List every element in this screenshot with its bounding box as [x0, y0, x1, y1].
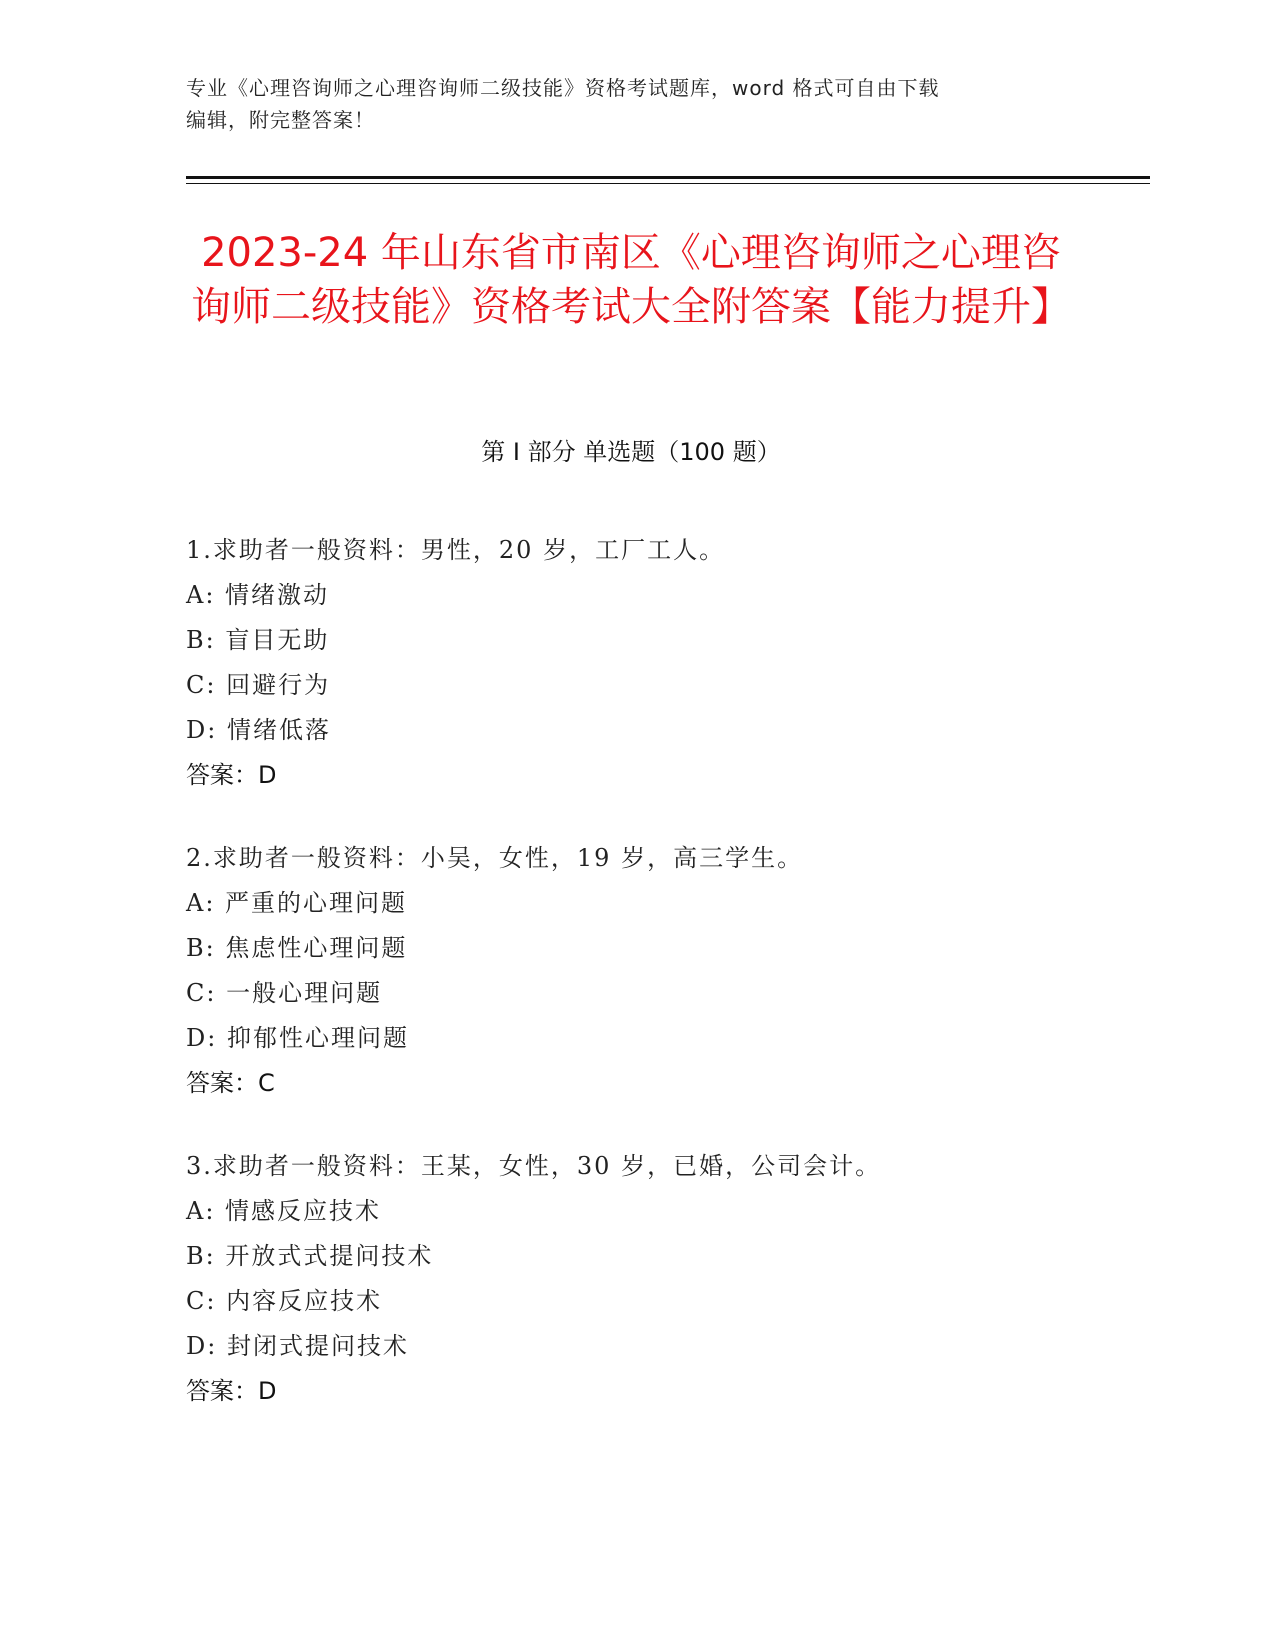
question-list	[186, 528, 1086, 1452]
question-item	[186, 836, 1086, 1106]
question-stem: 3.求助者一般资料：王某，女性，30 岁，已婚，公司会计。	[186, 1152, 882, 1180]
option-c: C: 一般心理问题	[186, 979, 383, 1007]
answer-line: 答案：C	[186, 1069, 275, 1097]
question-stem: 1.求助者一般资料：男性，20 岁，工厂工人。	[186, 536, 726, 564]
header-note-line-1: 专业《心理咨询师之心理咨询师二级技能》资格考试题库，word 格式可自由下载	[186, 76, 940, 100]
answer-line: 答案：D	[186, 1377, 277, 1405]
option-c: C: 回避行为	[186, 671, 331, 699]
question-stem: 2.求助者一般资料：小吴，女性，19 岁，高三学生。	[186, 844, 804, 872]
option-d: D: 抑郁性心理问题	[186, 1024, 409, 1052]
option-a: A: 情绪激动	[186, 581, 330, 609]
question-item	[186, 528, 1086, 798]
option-d: D: 封闭式提问技术	[186, 1332, 409, 1360]
header-rule-thick	[186, 176, 1150, 179]
option-d: D: 情绪低落	[186, 716, 331, 744]
question-item	[186, 1144, 1086, 1414]
option-a: A: 情感反应技术	[186, 1197, 382, 1225]
header-note-line-2: 编辑，附完整答案！	[186, 108, 375, 132]
option-b: B: 盲目无助	[186, 626, 330, 654]
section-heading: 第 I 部分 单选题（100 题）	[481, 438, 781, 466]
option-b: B: 开放式式提问技术	[186, 1242, 434, 1270]
option-a: A: 严重的心理问题	[186, 889, 408, 917]
answer-line: 答案：D	[186, 761, 277, 789]
option-b: B: 焦虑性心理问题	[186, 934, 408, 962]
option-c: C: 内容反应技术	[186, 1287, 383, 1315]
header-note	[186, 72, 1086, 136]
header-rule-thin	[186, 183, 1150, 184]
document-title: 2023-24 年山东省市南区《心理咨询师之心理咨询师二级技能》资格考试大全附答案【能力提升】	[191, 230, 1071, 330]
